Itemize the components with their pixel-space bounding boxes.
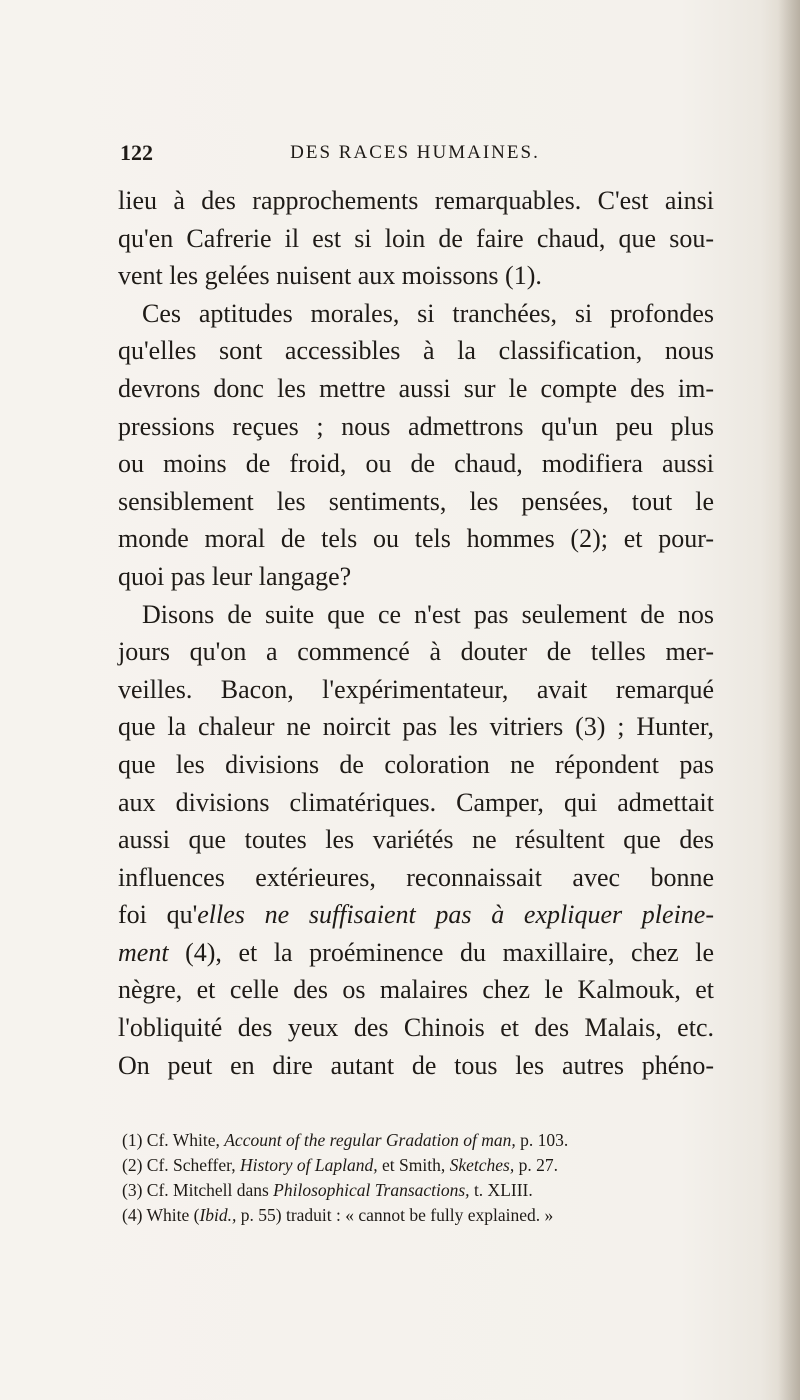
text-line: veilles. Bacon, l'expérimentateur, avait remarqué xyxy=(118,674,714,704)
footnote-italic: Account of the regular Gradation of man, xyxy=(224,1130,516,1150)
text-line: quoi pas leur langage? xyxy=(118,561,352,591)
text-line: aussi que toutes les variétés ne résultent que des xyxy=(118,825,714,855)
footnote-text: (3) Cf. Mitchell dans xyxy=(122,1180,274,1200)
text-line: sensiblement les sentiments, les pensées, tout le xyxy=(118,486,714,516)
text-line: vent les gelées nuisent aux moissons (1). xyxy=(118,261,542,291)
footnote-italic: Sketches, xyxy=(449,1155,515,1175)
footnote-text: t. XLIII. xyxy=(469,1180,533,1200)
running-title: DES RACES HUMAINES. xyxy=(290,142,540,163)
text-line: qu'en Cafrerie il est si loin de faire chaud, que sou- xyxy=(118,223,714,253)
text-line: devrons donc les mettre aussi sur le compte des im- xyxy=(118,373,714,403)
text-line: aux divisions climatériques. Camper, qui admettait xyxy=(118,787,714,817)
footnote-3 xyxy=(122,1178,714,1203)
text-line: Ces aptitudes morales, si tranchées, si profondes xyxy=(142,298,714,328)
footnote-italic: Ibid., xyxy=(199,1205,237,1225)
text-line xyxy=(118,896,714,934)
text-line: que les divisions de coloration ne répondent pas xyxy=(118,749,714,779)
footnote-text: p. 103. xyxy=(515,1130,569,1150)
page-header xyxy=(120,140,710,172)
footnote-4 xyxy=(122,1203,714,1228)
footnote-text: p. 55) traduit : « cannot be fully explained. » xyxy=(236,1205,554,1225)
italic-quote: elles ne suffisaient pas à expliquer pleine- xyxy=(197,900,714,930)
body-text xyxy=(118,182,714,1084)
footnotes xyxy=(122,1128,714,1228)
footnote-text: (4) White ( xyxy=(122,1205,200,1225)
footnote-1 xyxy=(122,1128,714,1153)
text-line: influences extérieures, reconnaissait avec bonne xyxy=(118,862,714,892)
footnote-text: (1) Cf. White, xyxy=(122,1130,225,1150)
page-edge-shadow xyxy=(778,0,800,1400)
text-line: Disons de suite que ce n'est pas seulement de nos xyxy=(142,599,714,629)
page-number: 122 xyxy=(120,140,153,165)
footnote-italic: History of Lapland, xyxy=(240,1155,378,1175)
italic-quote: ment xyxy=(118,937,169,967)
footnote-text: p. 27. xyxy=(514,1155,558,1175)
footnote-2 xyxy=(122,1153,714,1178)
footnote-italic: Philosophical Transactions, xyxy=(273,1180,470,1200)
text-line: lieu à des rapprochements remarquables. C'est ainsi xyxy=(118,186,714,215)
footnote-text: et Smith, xyxy=(377,1155,450,1175)
text-line: nègre, et celle des os malaires chez le Kalmouk, et xyxy=(118,975,714,1005)
text-line: pressions reçues ; nous admettrons qu'un peu plus xyxy=(118,411,714,441)
text-line: qu'elles sont accessibles à la classification, nous xyxy=(118,336,714,366)
text-span: foi qu' xyxy=(118,900,198,930)
text-line: que la chaleur ne noircit pas les vitriers (3) ; Hunter, xyxy=(118,712,714,742)
text-line: On peut en dire autant de tous les autres phéno- xyxy=(118,1050,714,1080)
text-span: (4), et la proéminence du maxillaire, chez le xyxy=(168,937,714,967)
text-line: monde moral de tels ou tels hommes (2); et pour- xyxy=(118,524,714,554)
footnote-text: (2) Cf. Scheffer, xyxy=(122,1155,241,1175)
text-line: ou moins de froid, ou de chaud, modifiera aussi xyxy=(118,449,714,479)
text-line xyxy=(118,934,714,972)
text-line: l'obliquité des yeux des Chinois et des Malais, etc. xyxy=(118,1013,714,1043)
text-line: jours qu'on a commencé à douter de telles mer- xyxy=(118,637,714,667)
